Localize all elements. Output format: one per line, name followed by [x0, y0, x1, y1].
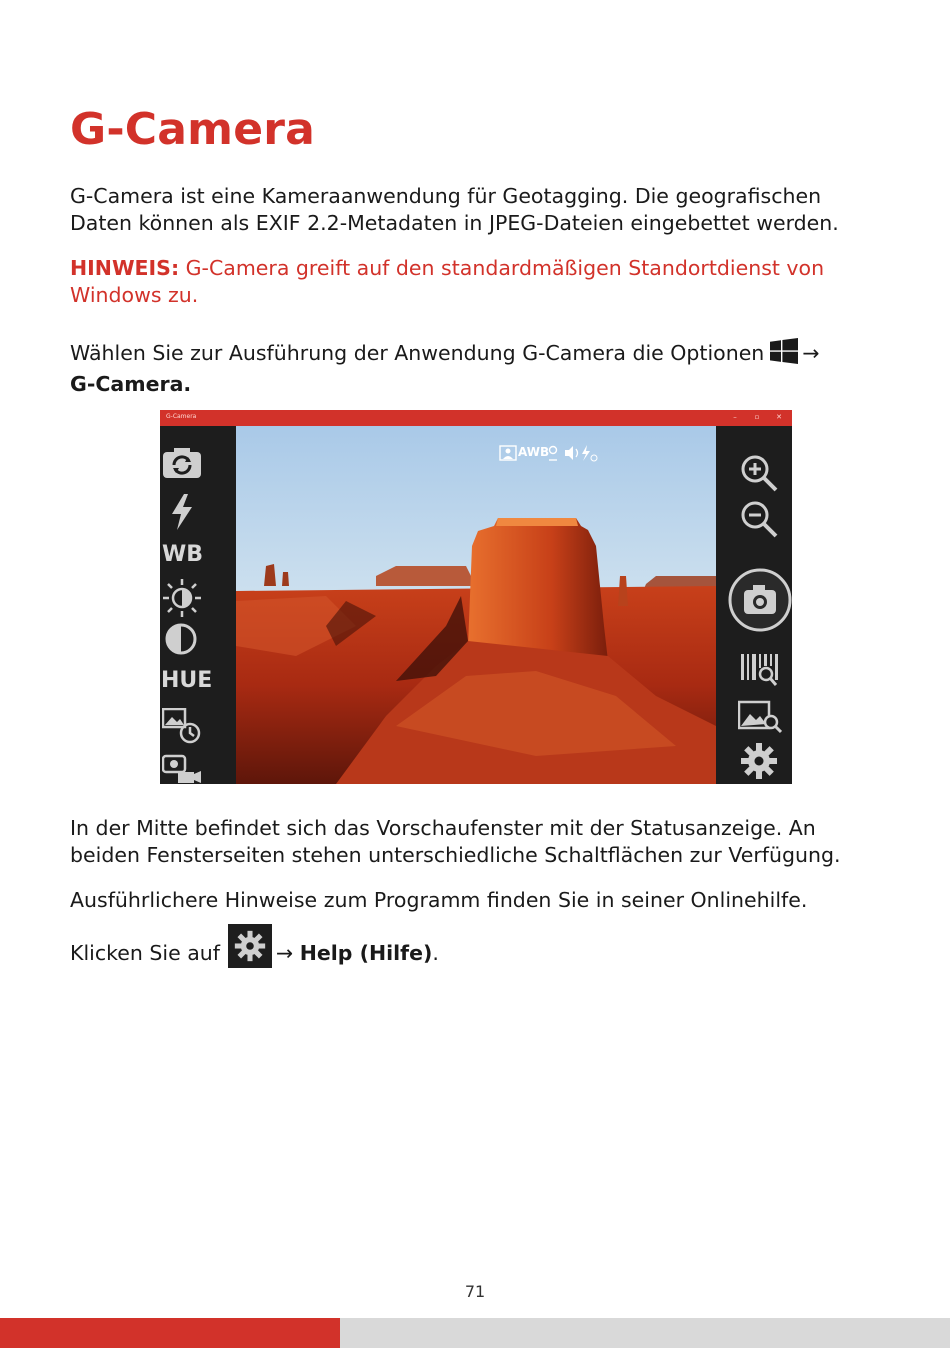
click-prefix: Klicken Sie auf: [70, 941, 220, 965]
launch-arrow: →: [802, 341, 820, 365]
minimize-icon[interactable]: –: [733, 413, 737, 421]
page-number: 71: [464, 1282, 486, 1301]
camera-preview: [236, 426, 716, 784]
zoom-out-icon[interactable]: [740, 500, 778, 542]
desc-line-2: beiden Fensterseiten stehen unterschiedliche Schaltflächen zur Verfügung.: [70, 843, 841, 867]
gallery-search-icon[interactable]: [738, 700, 782, 738]
click-target: Help (Hilfe): [299, 941, 433, 965]
click-arrow: →: [275, 941, 294, 965]
flash-icon[interactable]: [170, 494, 194, 534]
note-text-1: G-Camera greift auf den standardmäßigen Standortdienst von: [179, 256, 825, 280]
awb-status: AWB: [518, 445, 550, 459]
close-icon[interactable]: ✕: [776, 413, 782, 421]
intro-paragraph: [70, 183, 890, 237]
click-suffix: .: [432, 941, 439, 965]
launch-paragraph: [70, 338, 890, 398]
help-paragraph: Ausführlichere Hinweise zum Programm finden Sie in seiner Onlinehilfe.: [70, 888, 808, 912]
footer-accent-bar: [0, 1318, 340, 1348]
contrast-icon[interactable]: [164, 622, 198, 660]
description-paragraph: [70, 815, 890, 869]
window-title: G-Camera: [166, 413, 197, 420]
launch-text: Wählen Sie zur Ausführung der Anwendung G-Camera die Optionen: [70, 341, 765, 365]
window-titlebar: [160, 410, 792, 426]
note-paragraph: [70, 255, 890, 309]
settings-gear-icon: [228, 924, 272, 968]
hue-button[interactable]: HUE: [161, 668, 213, 693]
white-balance-button[interactable]: WB: [162, 542, 204, 567]
note-text-2: Windows zu.: [70, 283, 199, 307]
right-control-bar: [716, 426, 792, 784]
left-control-bar: [160, 426, 236, 784]
zoom-in-icon[interactable]: [740, 454, 778, 496]
settings-gear-icon[interactable]: [740, 742, 778, 784]
page-title: G-Camera: [70, 104, 316, 155]
brightness-icon[interactable]: [162, 578, 202, 622]
windows-logo-icon: [770, 338, 798, 371]
maximize-icon[interactable]: ▫: [754, 413, 760, 421]
intro-line-1: G-Camera ist eine Kameraanwendung für Geotagging. Die geografischen: [70, 184, 822, 208]
gallery-timer-icon[interactable]: [162, 708, 202, 748]
intro-line-2: Daten können als EXIF 2.2-Metadaten in JPEG-Dateien eingebettet werden.: [70, 211, 839, 235]
preview-image: [236, 426, 716, 784]
launch-target: G-Camera.: [70, 372, 192, 396]
shutter-button[interactable]: [728, 568, 792, 636]
note-label: HINWEIS:: [70, 256, 180, 280]
footer-gray-bar: [340, 1318, 950, 1348]
video-mode-icon[interactable]: [162, 752, 202, 784]
click-paragraph: [70, 928, 890, 972]
g-camera-screenshot: [160, 410, 792, 784]
switch-camera-icon[interactable]: [162, 446, 202, 484]
barcode-scan-icon[interactable]: [740, 652, 780, 692]
desc-line-1: In der Mitte befindet sich das Vorschaufenster mit der Statusanzeige. An: [70, 816, 816, 840]
